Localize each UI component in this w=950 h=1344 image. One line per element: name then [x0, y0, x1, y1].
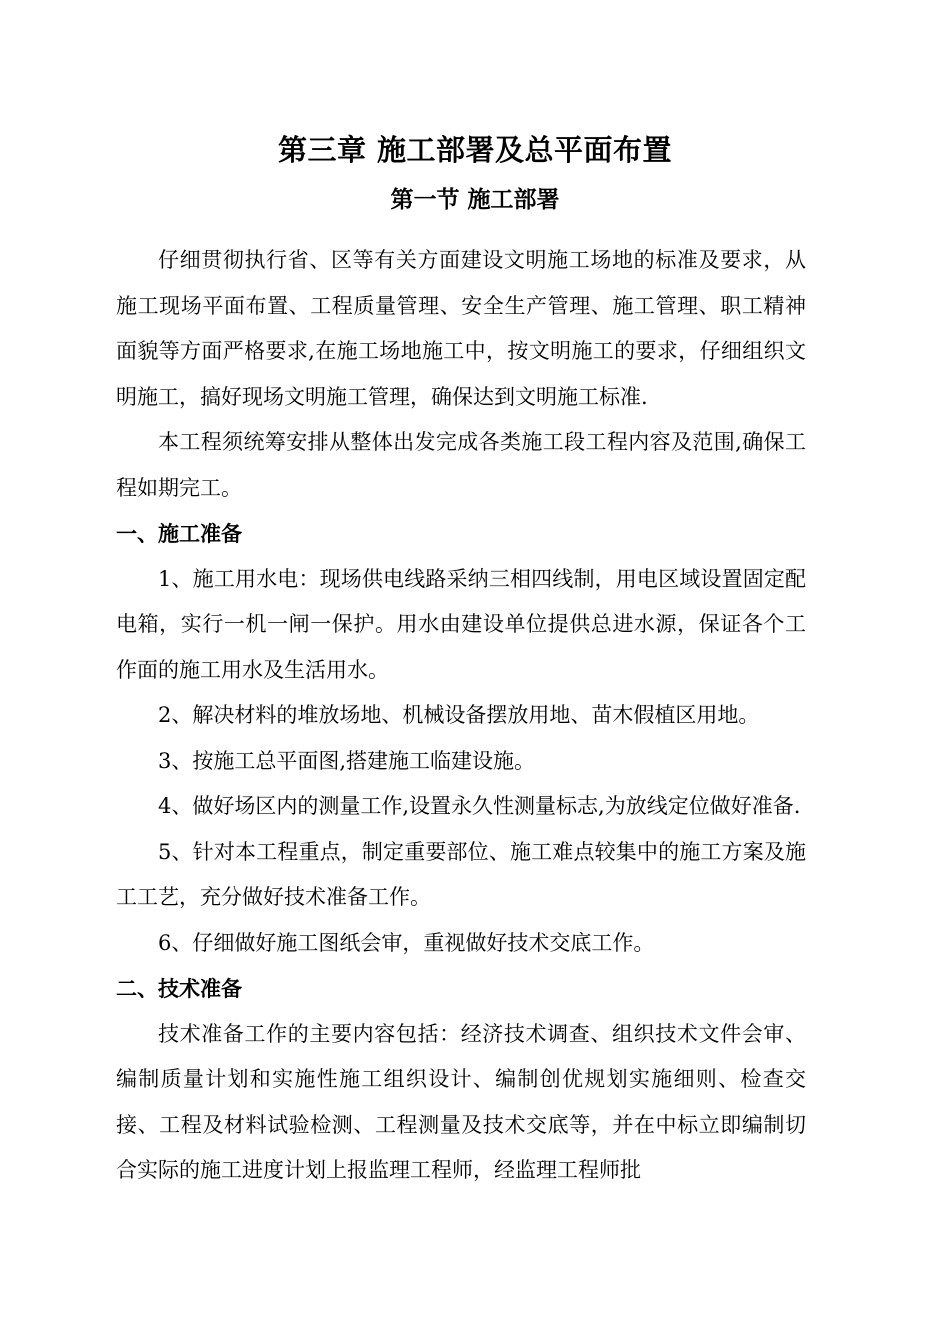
chapter-title: 第三章 施工部署及总平面布置	[277, 133, 673, 167]
part1-heading: 一、施工准备	[116, 521, 242, 546]
list-item: 5、针对本工程重点，制定重要部位、施工难点较集中的施工方案及施工工艺，充分做好技术准备工作。	[116, 839, 806, 909]
part2-paragraph: 技术准备工作的主要内容包括：经济技术调查、组织技术文件会审、编制质量计划和实施性施工组织设计、编制创优规划实施细则、检查交接、工程及材料试验检测、工程测量及技术交底等，并在中标立即编制切合实际的施工进度计划上报监理工程师，经监理工程师批	[116, 1021, 806, 1182]
list-item: 6、仔细做好施工图纸会审，重视做好技术交底工作。	[158, 930, 655, 955]
intro-paragraph: 仔细贯彻执行省、区等有关方面建设文明施工场地的标准及要求，从施工现场平面布置、工程质量管理、安全生产管理、施工管理、职工精神面貌等方面严格要求,在施工场地施工中，按文明施工的要求，仔细组织文明施工，搞好现场文明施工管理，确保达到文明施工标准.	[116, 248, 806, 409]
list-item: 1、施工用水电：现场供电线路采纳三相四线制，用电区域设置固定配电箱，实行一机一闸一保护。用水由建设单位提供总进水源，保证各个工作面的施工用水及生活用水。	[116, 566, 806, 682]
document-body	[116, 238, 806, 1194]
intro-paragraph: 本工程须统筹安排从整体出发完成各类施工段工程内容及范围,确保工程如期完工。	[116, 430, 806, 500]
part2-heading: 二、技术准备	[116, 976, 242, 1001]
list-item: 2、解决材料的堆放场地、机械设备摆放用地、苗木假植区用地。	[158, 703, 760, 727]
list-item: 3、按施工总平面图,搭建施工临建设施。	[158, 748, 536, 773]
section-title: 第一节 施工部署	[390, 186, 560, 213]
list-item: 4、做好场区内的测量工作,设置永久性测量标志,为放线定位做好准备.	[158, 794, 801, 818]
